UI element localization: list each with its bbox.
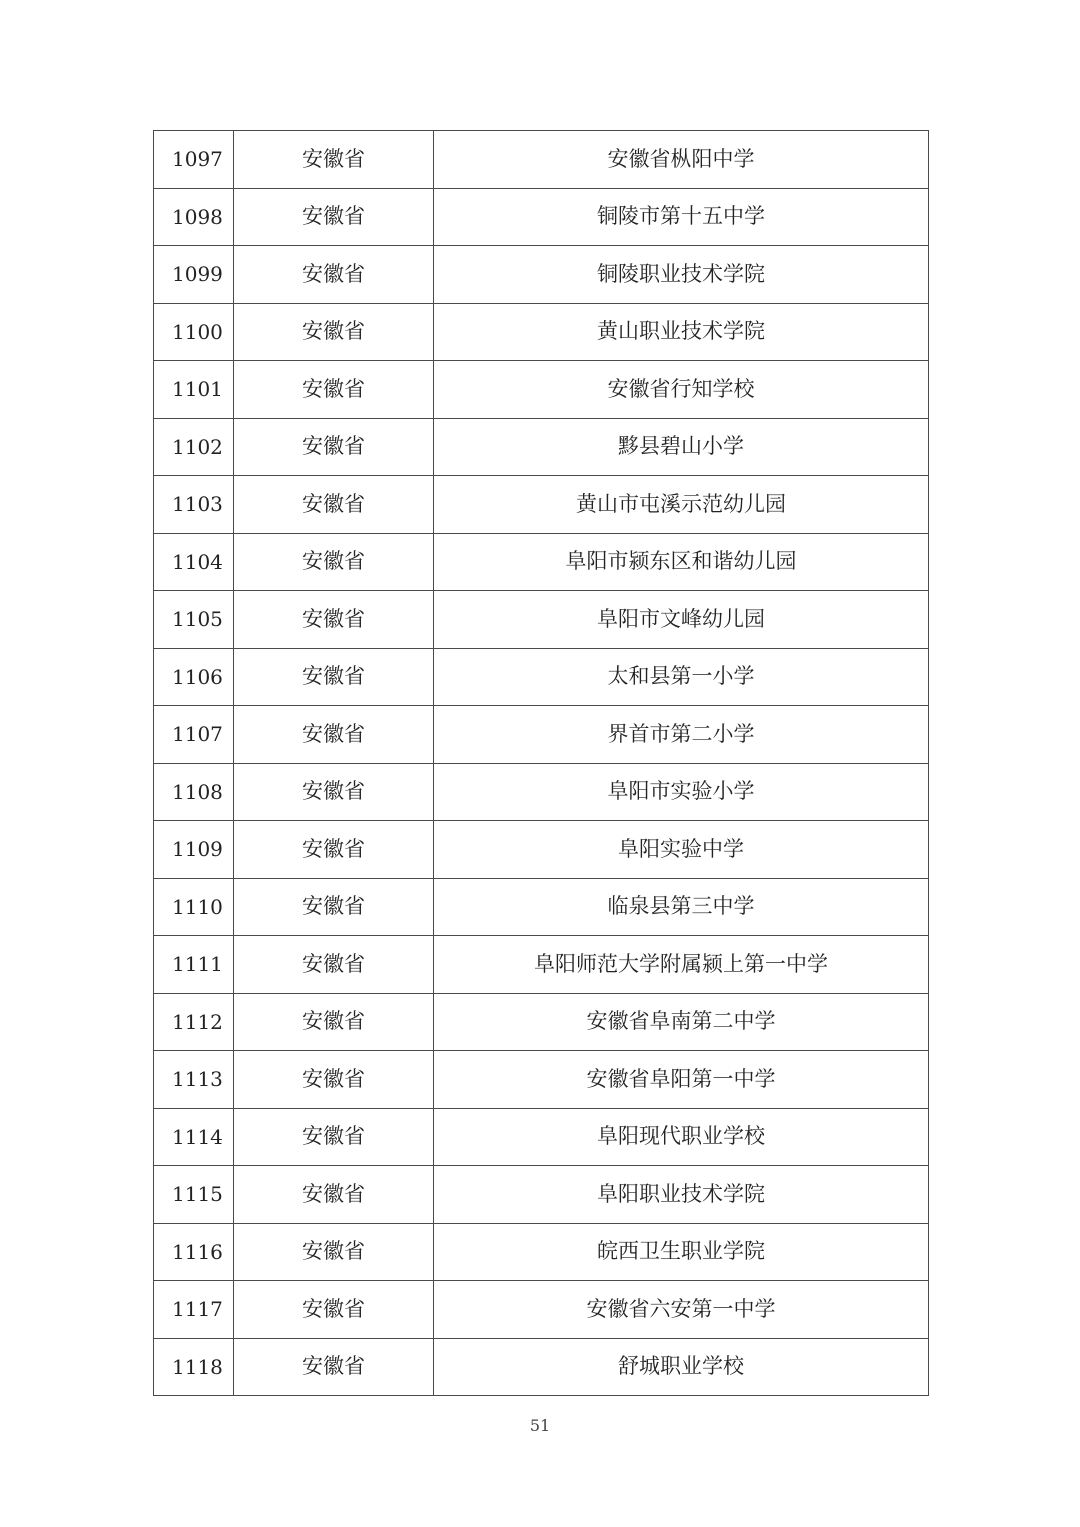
row-province: 安徽省 bbox=[234, 303, 434, 361]
row-school: 界首市第二小学 bbox=[434, 706, 929, 764]
row-number: 1105 bbox=[154, 591, 234, 649]
row-number: 1111 bbox=[154, 936, 234, 994]
row-number: 1108 bbox=[154, 763, 234, 821]
row-school: 阜阳市文峰幼儿园 bbox=[434, 591, 929, 649]
row-school: 阜阳市实验小学 bbox=[434, 763, 929, 821]
row-number: 1112 bbox=[154, 993, 234, 1051]
row-school: 太和县第一小学 bbox=[434, 648, 929, 706]
row-province: 安徽省 bbox=[234, 1223, 434, 1281]
row-province: 安徽省 bbox=[234, 418, 434, 476]
row-school: 铜陵市第十五中学 bbox=[434, 188, 929, 246]
row-number: 1117 bbox=[154, 1281, 234, 1339]
row-province: 安徽省 bbox=[234, 878, 434, 936]
table-row bbox=[154, 821, 929, 879]
row-province: 安徽省 bbox=[234, 821, 434, 879]
table-row bbox=[154, 878, 929, 936]
row-province: 安徽省 bbox=[234, 763, 434, 821]
table-row bbox=[154, 303, 929, 361]
row-province: 安徽省 bbox=[234, 936, 434, 994]
row-school: 安徽省枞阳中学 bbox=[434, 131, 929, 189]
row-number: 1100 bbox=[154, 303, 234, 361]
table-row bbox=[154, 1223, 929, 1281]
table-row bbox=[154, 533, 929, 591]
row-province: 安徽省 bbox=[234, 591, 434, 649]
table-row bbox=[154, 1281, 929, 1339]
row-school: 舒城职业学校 bbox=[434, 1338, 929, 1396]
table-row bbox=[154, 1051, 929, 1109]
row-number: 1098 bbox=[154, 188, 234, 246]
row-number: 1113 bbox=[154, 1051, 234, 1109]
row-school: 安徽省阜南第二中学 bbox=[434, 993, 929, 1051]
table-row bbox=[154, 476, 929, 534]
row-province: 安徽省 bbox=[234, 993, 434, 1051]
row-school: 黄山职业技术学院 bbox=[434, 303, 929, 361]
row-school: 皖西卫生职业学院 bbox=[434, 1223, 929, 1281]
table-row bbox=[154, 763, 929, 821]
row-school: 阜阳现代职业学校 bbox=[434, 1108, 929, 1166]
row-province: 安徽省 bbox=[234, 706, 434, 764]
table-row bbox=[154, 1108, 929, 1166]
table-row bbox=[154, 246, 929, 304]
row-number: 1110 bbox=[154, 878, 234, 936]
row-number: 1106 bbox=[154, 648, 234, 706]
row-school: 临泉县第三中学 bbox=[434, 878, 929, 936]
row-province: 安徽省 bbox=[234, 1166, 434, 1224]
page-number: 51 bbox=[529, 1416, 551, 1435]
row-school: 铜陵职业技术学院 bbox=[434, 246, 929, 304]
row-number: 1107 bbox=[154, 706, 234, 764]
row-number: 1118 bbox=[154, 1338, 234, 1396]
row-province: 安徽省 bbox=[234, 246, 434, 304]
row-number: 1114 bbox=[154, 1108, 234, 1166]
table-body bbox=[154, 131, 929, 1396]
row-province: 安徽省 bbox=[234, 1338, 434, 1396]
row-province: 安徽省 bbox=[234, 1108, 434, 1166]
row-number: 1109 bbox=[154, 821, 234, 879]
table-row bbox=[154, 993, 929, 1051]
table-row bbox=[154, 361, 929, 419]
row-province: 安徽省 bbox=[234, 1051, 434, 1109]
table-row bbox=[154, 648, 929, 706]
row-number: 1103 bbox=[154, 476, 234, 534]
table-row bbox=[154, 1338, 929, 1396]
table-row bbox=[154, 1166, 929, 1224]
row-school: 安徽省六安第一中学 bbox=[434, 1281, 929, 1339]
row-province: 安徽省 bbox=[234, 361, 434, 419]
row-province: 安徽省 bbox=[234, 476, 434, 534]
row-school: 安徽省阜阳第一中学 bbox=[434, 1051, 929, 1109]
row-school: 阜阳师范大学附属颍上第一中学 bbox=[434, 936, 929, 994]
table-row bbox=[154, 418, 929, 476]
table-row bbox=[154, 936, 929, 994]
row-school: 黄山市屯溪示范幼儿园 bbox=[434, 476, 929, 534]
row-school: 黟县碧山小学 bbox=[434, 418, 929, 476]
table-row bbox=[154, 706, 929, 764]
table-row bbox=[154, 131, 929, 189]
row-number: 1099 bbox=[154, 246, 234, 304]
row-number: 1115 bbox=[154, 1166, 234, 1224]
row-province: 安徽省 bbox=[234, 188, 434, 246]
row-province: 安徽省 bbox=[234, 131, 434, 189]
row-number: 1104 bbox=[154, 533, 234, 591]
row-province: 安徽省 bbox=[234, 648, 434, 706]
row-number: 1097 bbox=[154, 131, 234, 189]
table-row bbox=[154, 188, 929, 246]
row-number: 1116 bbox=[154, 1223, 234, 1281]
row-school: 阜阳实验中学 bbox=[434, 821, 929, 879]
row-school: 阜阳职业技术学院 bbox=[434, 1166, 929, 1224]
table-row bbox=[154, 591, 929, 649]
row-province: 安徽省 bbox=[234, 533, 434, 591]
row-province: 安徽省 bbox=[234, 1281, 434, 1339]
school-list-table bbox=[153, 130, 929, 1396]
row-number: 1102 bbox=[154, 418, 234, 476]
row-school: 阜阳市颍东区和谐幼儿园 bbox=[434, 533, 929, 591]
row-school: 安徽省行知学校 bbox=[434, 361, 929, 419]
row-number: 1101 bbox=[154, 361, 234, 419]
